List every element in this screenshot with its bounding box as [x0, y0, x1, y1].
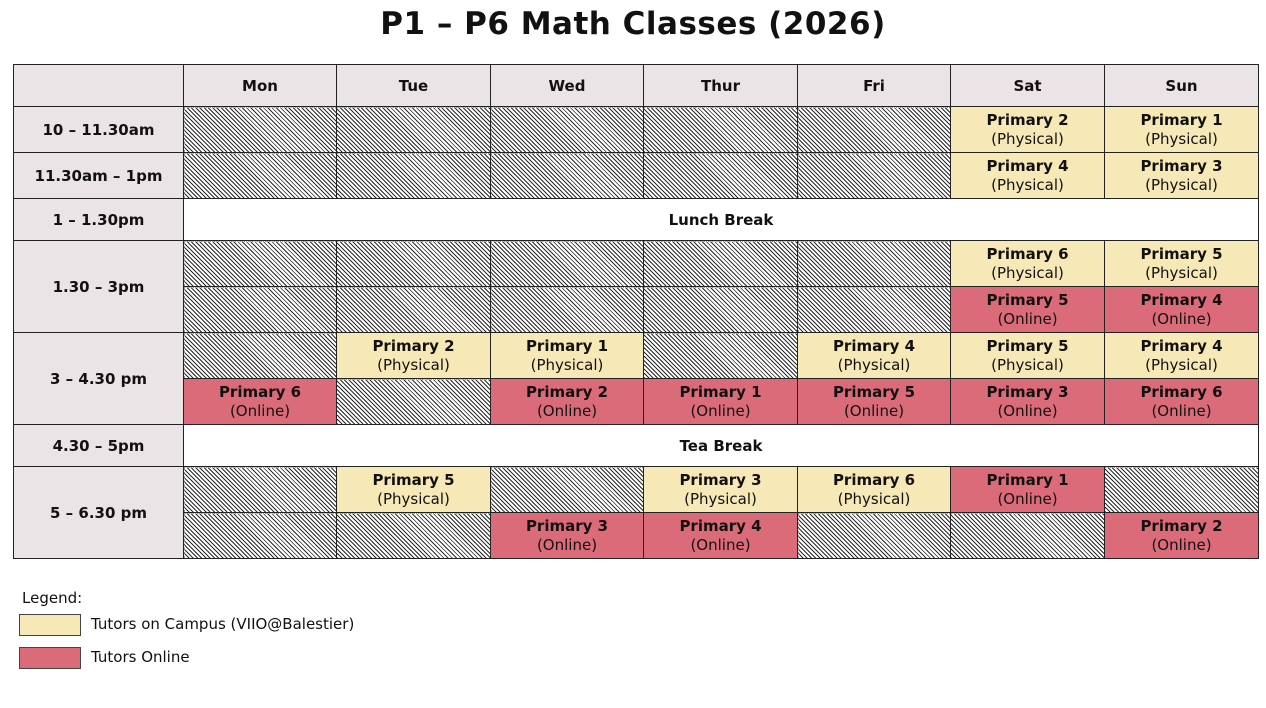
- class-mode: (Physical): [991, 175, 1064, 194]
- unavailable-slot: [644, 287, 798, 333]
- unavailable-slot: [644, 333, 798, 379]
- class-mode: (Physical): [837, 355, 911, 374]
- class-mode: (Online): [843, 401, 905, 420]
- class-slot-online: [798, 379, 951, 425]
- class-slot-physical: [951, 333, 1105, 379]
- time-label: 3 – 4.30 pm: [14, 333, 184, 425]
- class-mode: (Physical): [1145, 355, 1218, 374]
- unavailable-slot: [644, 241, 798, 287]
- class-mode: (Physical): [837, 489, 911, 508]
- class-mode: (Physical): [1145, 175, 1218, 194]
- class-name: Primary 3: [525, 516, 609, 535]
- legend-online-label: Tutors Online: [91, 648, 190, 666]
- legend-swatch-online: [19, 647, 81, 669]
- day-header-mon: Mon: [184, 65, 337, 107]
- class-name: Primary 4: [1140, 290, 1223, 309]
- class-slot-online: [1105, 379, 1259, 425]
- unavailable-slot: [184, 107, 337, 153]
- day-header-sat: Sat: [951, 65, 1105, 107]
- class-mode: (Physical): [377, 355, 450, 374]
- class-name: Primary 3: [679, 470, 762, 489]
- class-slot-physical: [951, 241, 1105, 287]
- class-mode: (Online): [997, 309, 1058, 328]
- class-slot-online: [951, 379, 1105, 425]
- class-mode: (Physical): [1145, 263, 1218, 282]
- unavailable-slot: [184, 241, 337, 287]
- class-mode: (Online): [1151, 401, 1212, 420]
- page-title: P1 – P6 Math Classes (2026): [380, 6, 886, 42]
- class-slot-physical: [644, 467, 798, 513]
- schedule-table: [13, 64, 1259, 559]
- time-label: 5 – 6.30 pm: [14, 467, 184, 559]
- class-slot-online: [951, 287, 1105, 333]
- class-slot-physical: [798, 333, 951, 379]
- class-name: Primary 1: [1140, 110, 1223, 129]
- class-name: Primary 5: [372, 470, 455, 489]
- class-slot-physical: [491, 333, 644, 379]
- class-slot-physical: [1105, 333, 1259, 379]
- class-mode: (Online): [1151, 535, 1212, 554]
- class-mode: (Physical): [1145, 129, 1218, 148]
- class-slot-physical: [337, 333, 491, 379]
- class-slot-online: [491, 513, 644, 559]
- class-name: Primary 4: [679, 516, 762, 535]
- unavailable-slot: [491, 241, 644, 287]
- unavailable-slot: [491, 107, 644, 153]
- time-label: 4.30 – 5pm: [14, 425, 184, 467]
- class-mode: (Online): [536, 401, 598, 420]
- unavailable-slot: [951, 513, 1105, 559]
- class-mode: (Physical): [991, 129, 1064, 148]
- class-slot-physical: [951, 107, 1105, 153]
- class-mode: (Online): [229, 401, 291, 420]
- time-label: 1 – 1.30pm: [14, 199, 184, 241]
- day-header-fri: Fri: [798, 65, 951, 107]
- class-slot-physical: [1105, 241, 1259, 287]
- unavailable-slot: [337, 107, 491, 153]
- legend-title: Legend:: [22, 589, 83, 607]
- time-label: 11.30am – 1pm: [14, 153, 184, 199]
- class-mode: (Online): [997, 401, 1058, 420]
- unavailable-slot: [798, 153, 951, 199]
- class-slot-physical: [798, 467, 951, 513]
- class-mode: (Online): [536, 535, 598, 554]
- class-mode: (Physical): [991, 355, 1064, 374]
- corner-cell: [14, 65, 184, 107]
- class-name: Primary 5: [1140, 244, 1223, 263]
- unavailable-slot: [184, 287, 337, 333]
- unavailable-slot: [184, 513, 337, 559]
- class-mode: (Online): [1151, 309, 1212, 328]
- class-name: Primary 2: [1140, 516, 1223, 535]
- class-name: Primary 5: [986, 290, 1069, 309]
- class-slot-physical: [1105, 107, 1259, 153]
- unavailable-slot: [798, 107, 951, 153]
- unavailable-slot: [337, 241, 491, 287]
- unavailable-slot: [184, 333, 337, 379]
- day-header-sun: Sun: [1105, 65, 1259, 107]
- unavailable-slot: [337, 379, 491, 425]
- day-header-thur: Thur: [644, 65, 798, 107]
- time-label: 10 – 11.30am: [14, 107, 184, 153]
- unavailable-slot: [798, 287, 951, 333]
- class-mode: (Online): [690, 401, 751, 420]
- class-slot-online: [1105, 513, 1259, 559]
- unavailable-slot: [798, 513, 951, 559]
- class-name: Primary 4: [832, 336, 916, 355]
- class-name: Primary 6: [218, 382, 302, 401]
- class-name: Primary 4: [1140, 336, 1223, 355]
- class-name: Primary 6: [832, 470, 916, 489]
- unavailable-slot: [337, 153, 491, 199]
- class-slot-online: [184, 379, 337, 425]
- unavailable-slot: [491, 153, 644, 199]
- class-mode: (Physical): [530, 355, 604, 374]
- unavailable-slot: [798, 241, 951, 287]
- class-name: Primary 5: [832, 382, 916, 401]
- class-name: Primary 3: [1140, 156, 1223, 175]
- class-name: Primary 2: [986, 110, 1069, 129]
- class-mode: (Online): [690, 535, 751, 554]
- unavailable-slot: [337, 287, 491, 333]
- class-slot-physical: [951, 153, 1105, 199]
- class-name: Primary 1: [986, 470, 1069, 489]
- class-slot-physical: [337, 467, 491, 513]
- class-mode: (Physical): [684, 489, 757, 508]
- class-slot-online: [491, 379, 644, 425]
- unavailable-slot: [491, 287, 644, 333]
- unavailable-slot: [644, 153, 798, 199]
- class-name: Primary 3: [986, 382, 1069, 401]
- class-name: Primary 6: [1140, 382, 1223, 401]
- time-label: 1.30 – 3pm: [14, 241, 184, 333]
- class-name: Primary 5: [986, 336, 1069, 355]
- class-slot-online: [951, 467, 1105, 513]
- tea-break: Tea Break: [184, 425, 1259, 467]
- class-name: Primary 2: [372, 336, 455, 355]
- class-mode: (Online): [997, 489, 1058, 508]
- unavailable-slot: [337, 513, 491, 559]
- class-slot-physical: [1105, 153, 1259, 199]
- unavailable-slot: [644, 107, 798, 153]
- class-slot-online: [644, 513, 798, 559]
- unavailable-slot: [491, 467, 644, 513]
- class-name: Primary 4: [986, 156, 1069, 175]
- unavailable-slot: [1105, 467, 1259, 513]
- class-mode: (Physical): [991, 263, 1064, 282]
- unavailable-slot: [184, 153, 337, 199]
- day-header-tue: Tue: [337, 65, 491, 107]
- class-slot-online: [1105, 287, 1259, 333]
- class-name: Primary 6: [986, 244, 1069, 263]
- day-header-wed: Wed: [491, 65, 644, 107]
- class-name: Primary 2: [525, 382, 609, 401]
- class-name: Primary 1: [679, 382, 762, 401]
- lunch-break: Lunch Break: [184, 199, 1259, 241]
- class-name: Primary 1: [525, 336, 609, 355]
- class-slot-online: [644, 379, 798, 425]
- legend-swatch-physical: [19, 614, 81, 636]
- class-mode: (Physical): [377, 489, 450, 508]
- legend-campus-label: Tutors on Campus (VIIO@Balestier): [91, 615, 355, 633]
- unavailable-slot: [184, 467, 337, 513]
